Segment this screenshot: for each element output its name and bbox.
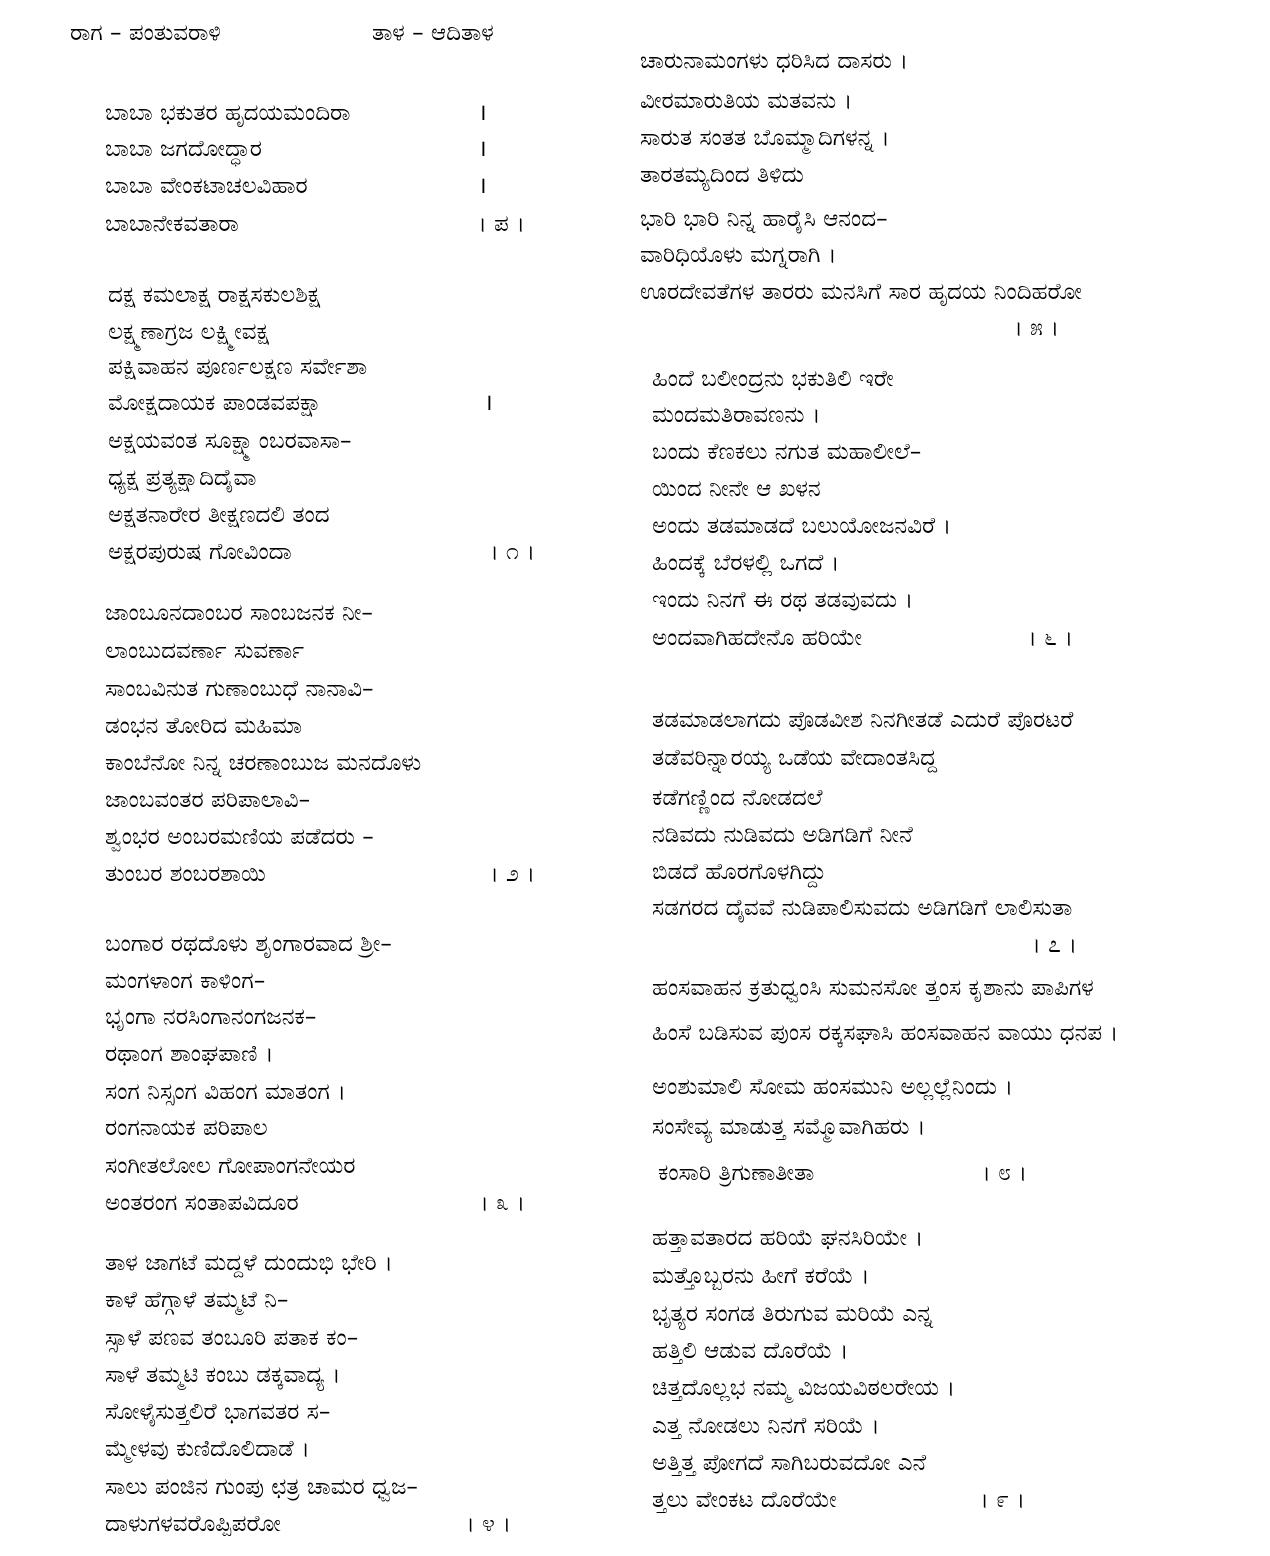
stanza-marker: । ೩ । bbox=[480, 1190, 525, 1216]
verse-line: ಬಾಬಾ ವೇಂಕಟಾಚಲವಿಹಾರ bbox=[105, 173, 308, 199]
verse-line: ಸಾಲು ಪಂಜಿನ ಗುಂಪು ಛತ್ರ ಚಾಮರ ಧ್ವಜ– bbox=[105, 1474, 418, 1500]
stanza-marker: । ಪ । bbox=[478, 211, 525, 237]
verse-line: ರಥಾಂಗ ಶಾಂಘಪಾಣಿ । bbox=[105, 1041, 274, 1067]
verse-line: ಹಿಂಸೆ ಬಡಿಸುವ ಪುಂಸ ರಕ್ಕಸಘಾಸಿ ಹಂಸವಾಹನ ವಾಯು ಧನಪ । bbox=[652, 1020, 1119, 1046]
verse-line: ಎತ್ತ ನೋಡಲು ನಿನಗೆ ಸರಿಯೆ । bbox=[652, 1413, 880, 1439]
verse-line: ಸಂಗ ನಿಸ್ಸಂಗ ವಿಹಂಗ ಮಾತಂಗ । bbox=[105, 1079, 346, 1105]
verse-line: ತಡಮಾಡಲಾಗದು ಪೊಡವೀಶ ನಿನಗೀತಡೆ ಎದುರೆ ಪೊರಟರೆ bbox=[652, 707, 1074, 733]
stanza-marker: । bbox=[478, 100, 487, 126]
verse-line: ಕಂಸಾರಿ ತ್ರಿಗುಣಾತೀತಾ bbox=[658, 1160, 815, 1186]
verse-line: ಚಿತ್ತದೊಲ್ಲಭ ನಮ್ಮ ವಿಜಯವಿಠಲರೇಯ । bbox=[652, 1375, 956, 1401]
verse-line: ಭೃಂಗಾ ನರಸಿಂಗಾನಂಗಜನಕ– bbox=[105, 1004, 317, 1030]
verse-line: ದಕ್ಷ ಕಮಲಾಕ್ಷ ರಾಕ್ಷಸಕುಲಶಿಕ್ಷ bbox=[108, 282, 321, 308]
stanza-marker: । ೧ । bbox=[490, 539, 535, 565]
verse-line: ವೀರಮಾರುತಿಯ ಮತವನು । bbox=[640, 88, 853, 114]
stanza-marker: । ೨ । bbox=[490, 861, 535, 887]
verse-line: ಶ್ವಂಭರ ಅಂಬರಮಣಿಯ ಪಡೆದರು – bbox=[105, 824, 374, 850]
verse-line: ರಂಗನಾಯಕ ಪರಿಪಾಲ bbox=[105, 1115, 268, 1141]
verse-line: ಹಂಸವಾಹನ ಕ್ರತುಧ್ವಂಸಿ ಸುಮನಸೋ ತ್ತಂಸ ಕೃಶಾನು ಪಾಪಿಗಳ bbox=[652, 975, 1094, 1001]
verse-line: ದಾಳುಗಳವರೊಪ್ಪಿಪರೋ bbox=[105, 1511, 281, 1537]
raga-label: ರಾಗ – ಪಂತುವರಾಳಿ bbox=[70, 20, 221, 46]
stanza-marker: । ೫ । bbox=[1014, 315, 1059, 341]
verse-line: ತಡೆವರಿನ್ನಾರಯ್ಯ ಒಡೆಯ ವೇದಾಂತಸಿದ್ದ bbox=[652, 745, 938, 771]
verse-line: ಸಾಂಬವಿನುತ ಗುಣಾಂಬುಧೆ ನಾನಾವಿ– bbox=[105, 676, 374, 702]
verse-line: ಸೋಳೈಸುತ್ತಲಿರೆ ಭಾಗವತರ ಸ– bbox=[105, 1399, 331, 1425]
verse-line: ತುಂಬರ ಶಂಬರಶಾಯಿ bbox=[105, 861, 266, 887]
verse-line: ಭೃತ್ಯರ ಸಂಗಡ ತಿರುಗುವ ಮರಿಯೆ ಎನ್ನ bbox=[652, 1301, 934, 1327]
verse-line: ಸಡಗರದ ದೈವವೆ ನುಡಿಪಾಲಿಸುವದು ಅಡಿಗಡಿಗೆ ಲಾಲಿಸುತಾ bbox=[652, 895, 1073, 921]
verse-line: ಅಂತರಂಗ ಸಂತಾಪವಿದೂರ bbox=[105, 1190, 299, 1216]
verse-line: ಸಂಸೇವ್ಯ ಮಾಡುತ್ತ ಸಮ್ಮೊವಾಗಿಹರು । bbox=[652, 1114, 926, 1140]
verse-line: ಕಾಂಬೆನೋ ನಿನ್ನ ಚರಣಾಂಬುಜ ಮನದೊಳು bbox=[105, 750, 422, 776]
verse-line: ಧ್ಯಕ್ಷ ಪ್ರತ್ಯಕ್ಷಾದಿದೈವಾ bbox=[108, 465, 257, 491]
verse-line: ಊರದೇವತೆಗಳ ತಾರರು ಮನಸಿಗೆ ಸಾರ ಹೃದಯ ನಿಂದಿಹರೋ bbox=[640, 279, 1082, 305]
verse-line: ಬಾಬಾ ಜಗದೋದ್ಧಾರ bbox=[105, 136, 262, 162]
verse-line: ಕಡೆಗಣ್ಣಿಂದ ನೋಡದಲೆ bbox=[652, 785, 823, 811]
verse-line: ಪಕ್ಷಿವಾಹನ ಪೂರ್ಣಲಕ್ಷಣ ಸರ್ವೇಶಾ bbox=[108, 354, 368, 380]
stanza-marker: । ೮ । bbox=[982, 1160, 1027, 1186]
verse-line: ಚಾರುನಾಮಂಗಳು ಧರಿಸಿದ ದಾಸರು । bbox=[640, 48, 908, 74]
verse-line: ಹಿಂದಕ್ಕೆ ಬೆರಳಲ್ಲಿ ಒಗದೆ । bbox=[652, 550, 840, 576]
verse-line: ಯಿಂದ ನೀನೇ ಆ ಖಳನ bbox=[652, 476, 821, 502]
verse-line: ಅಕ್ಷರಪುರುಷ ಗೋವಿಂದಾ bbox=[108, 539, 292, 565]
verse-line: ಅಂಶುಮಾಲಿ ಸೋಮ ಹಂಸಮುನಿ ಅಲ್ಲಲ್ಲೆನಿಂದು । bbox=[652, 1074, 1014, 1100]
verse-line: ಸಾಳೆ ತಮ್ಮಟಿ ಕಂಬು ಡಕ್ಕವಾದ್ಯ । bbox=[105, 1362, 341, 1388]
verse-line: ಅಂದು ತಡಮಾಡದೆ ಬಲುಯೋಜನವಿರೆ । bbox=[652, 513, 952, 539]
verse-line: ಹತ್ತಿಲಿ ಆಡುವ ದೊರೆಯೆ । bbox=[652, 1338, 849, 1364]
stanza-marker: । ೪ । bbox=[466, 1511, 511, 1537]
verse-line: ವಾರಿಧಿಯೊಳು ಮಗ್ನರಾಗಿ । bbox=[640, 242, 837, 268]
verse-line: ಹತ್ತಾವತಾರದ ಹರಿಯೆ ಘನಸಿರಿಯೇ । bbox=[652, 1225, 924, 1251]
verse-line: ಕಾಳೆ ಹೆಗ್ಗಾಳೆ ತಮ್ಮಟೆ ನಿ– bbox=[105, 1287, 289, 1313]
verse-line: ಅಕ್ಷಯವಂತ ಸೂಕ್ಷ್ಮಾಂಬರವಾಸಾ– bbox=[108, 428, 352, 454]
stanza-marker: । ೭ । bbox=[1032, 932, 1077, 958]
stanza-marker: । bbox=[478, 136, 487, 162]
verse-line: ಲಕ್ಷ್ಮಣಾಗ್ರಜ ಲಕ್ಷ್ಮೀವಕ್ಷ bbox=[108, 319, 269, 345]
verse-line: ಬಂಗಾರ ರಥದೊಳು ಶೃಂಗಾರವಾದ ಶ್ರೀ– bbox=[105, 931, 392, 957]
stanza-marker: । bbox=[484, 390, 493, 416]
stanza-marker: । ೬ । bbox=[1028, 625, 1073, 651]
verse-line: ಸಾರುತ ಸಂತತ ಬೊಮ್ಮಾದಿಗಳನ್ನ । bbox=[640, 125, 890, 151]
verse-line: ಭಾರಿ ಭಾರಿ ನಿನ್ನ ಹಾರೈಸಿ ಆನಂದ– bbox=[640, 206, 888, 232]
tala-label: ತಾಳ – ಆದಿತಾಳ bbox=[372, 20, 494, 46]
verse-line: ಜಾಂಬೂನದಾಂಬರ ಸಾಂಬಜನಕ ನೀ– bbox=[105, 600, 373, 626]
verse-line: ಮಂಗಳಾಂಗ ಕಾಳಿಂಗ– bbox=[105, 968, 266, 994]
verse-line: ಸಂಗೀತಲೋಲ ಗೋಪಾಂಗನೇಯರ bbox=[105, 1153, 356, 1179]
verse-line: ಮ್ಮೇಳವು ಕುಣಿದೊಲಿದಾಡೆ । bbox=[105, 1436, 310, 1462]
verse-line: ಅತ್ತಿತ್ತ ಪೋಗದೆ ಸಾಗಿಬರುವದೋ ಎನೆ bbox=[652, 1450, 927, 1476]
verse-line: ಅಕ್ಷತನಾರೇರ ತೀಕ್ಷಣದಲಿ ತಂದ bbox=[108, 502, 330, 528]
verse-line: ಸ್ಸಾಳೆ ಪಣವ ತಂಬೂರಿ ಪತಾಕ ಕಂ– bbox=[105, 1325, 359, 1351]
verse-line: ಮಂದಮತಿರಾವಣನು । bbox=[652, 402, 821, 428]
verse-line: ಬಿಡದೆ ಹೊರಗೊಳಗಿದ್ದು bbox=[652, 859, 827, 885]
stanza-marker: । bbox=[478, 173, 487, 199]
verse-line: ಜಾಂಬವಂತರ ಪರಿಪಾಲಾವಿ– bbox=[105, 787, 311, 813]
verse-line: ಲಾಂಬುದವರ್ಣಾ ಸುವರ್ಣಾ bbox=[105, 638, 305, 664]
stanza-marker: । ೯ । bbox=[980, 1487, 1025, 1513]
verse-line: ಬಾಬಾನೇಕವತಾರಾ bbox=[105, 211, 239, 237]
verse-line: ಹಿಂದೆ ಬಲೀಂದ್ರನು ಭಕುತಿಲಿ ಇರೇ bbox=[652, 366, 894, 392]
verse-line: ಡಂಭನ ತೋರಿದ ಮಹಿಮಾ bbox=[105, 713, 303, 739]
verse-line: ಅಂದವಾಗಿಹದೇನೊ ಹರಿಯೇ bbox=[652, 625, 862, 651]
verse-line: ಮೋಕ್ಷದಾಯಕ ಪಾಂಡವಪಕ್ಷಾ bbox=[108, 390, 322, 416]
verse-line: ಮತ್ತೊಬ್ಬರನು ಹೀಗೆ ಕರೆಯೆ । bbox=[652, 1263, 870, 1289]
verse-line: ಇಂದು ನಿನಗೆ ಈ ರಥ ತಡವುವದು । bbox=[652, 587, 914, 613]
verse-line: ತಾರತಮ್ಯದಿಂದ ತಿಳಿದು bbox=[640, 162, 804, 188]
verse-line: ಬಾಬಾ ಭಕುತರ ಹೃದಯಮಂದಿರಾ bbox=[105, 100, 351, 126]
verse-line: ತಾಳ ಜಾಗಟೆ ಮದ್ದಳೆ ದುಂದುಭಿ ಭೇರಿ । bbox=[105, 1250, 393, 1276]
verse-line: ಬಂದು ಕೆಣಕಲು ನಗುತ ಮಹಾಲೀಲೆ– bbox=[652, 439, 922, 465]
verse-line: ನಡಿವದು ನುಡಿವದು ಅಡಿಗಡಿಗೆ ನೀನೆ bbox=[652, 822, 913, 848]
verse-line: ತ್ತಲು ವೇಂಕಟ ದೊರೆಯೇ bbox=[652, 1487, 837, 1513]
